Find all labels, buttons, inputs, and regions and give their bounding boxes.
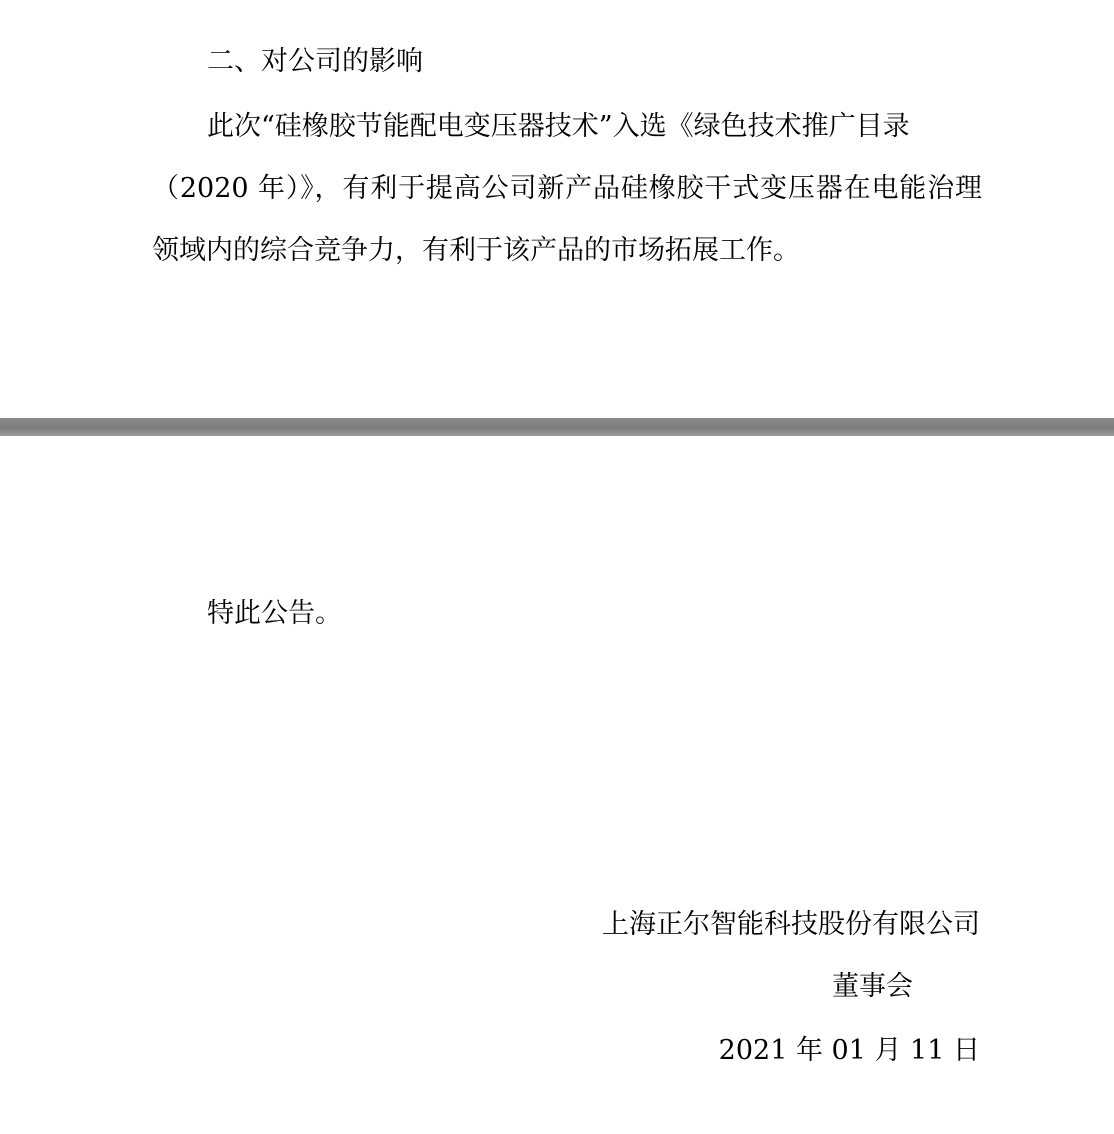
paragraph-line-3: 领域内的综合竞争力，有利于该产品的市场拓展工作。 — [152, 235, 800, 266]
signature-company: 上海正尔智能科技股份有限公司 — [602, 909, 980, 940]
signature-board: 董事会 — [832, 971, 913, 1002]
page-break-divider — [0, 418, 1114, 436]
section-heading: 二、对公司的影响 — [207, 46, 423, 77]
notice-closing: 特此公告。 — [207, 598, 342, 629]
paragraph-line-2: （2020 年）》，有利于提高公司新产品硅橡胶干式变压器在电能治理 — [152, 173, 982, 204]
paragraph-line-1: 此次“硅橡胶节能配电变压器技术”入选《绿色技术推广目录 — [207, 111, 910, 142]
signature-date: 2021 年 01 月 11 日 — [718, 1035, 980, 1066]
